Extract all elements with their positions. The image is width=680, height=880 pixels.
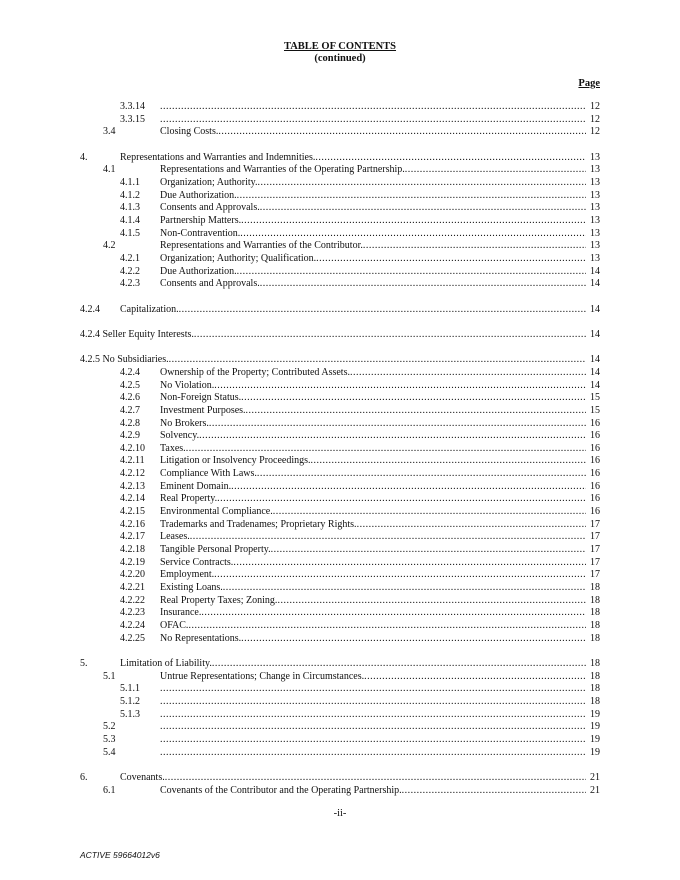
- toc-entry-title: 4.2.5 No Subsidiaries.: [80, 354, 169, 366]
- toc-entry-title-cell: [160, 367, 586, 379]
- toc-entry: [0, 278, 680, 290]
- toc-entry: [0, 620, 680, 632]
- toc-entry: [0, 481, 680, 493]
- toc-entry-title: Covenants of the Contributor and the Operating Partnership.: [160, 784, 402, 796]
- toc-entry-page: 12: [590, 126, 600, 138]
- toc-entry-title: Capitalization.: [120, 303, 179, 315]
- dot-leader: [231, 481, 586, 493]
- dot-leader: [188, 620, 586, 632]
- toc-entry-page: 15: [590, 392, 600, 404]
- dot-leader: [160, 709, 586, 721]
- toc-entry: [0, 633, 680, 645]
- toc-entry-title-cell: [160, 177, 586, 189]
- toc-entry-page: 14: [590, 303, 600, 315]
- toc-entry-number: 4.2.4: [80, 303, 100, 315]
- toc-entry-title: Partnership Matters.: [160, 214, 242, 226]
- toc-entry-title: Covenants.: [120, 771, 165, 783]
- toc-entry-title: Limitation of Liability.: [120, 658, 212, 670]
- toc-entry-number: 4.2.4: [120, 366, 140, 378]
- toc-entry-page: 19: [590, 708, 600, 720]
- dot-leader: [160, 683, 586, 695]
- toc-entry-number: 5.1: [103, 670, 116, 682]
- toc-entry: [0, 266, 680, 278]
- toc-entry: [0, 253, 680, 265]
- toc-entry: [0, 430, 680, 442]
- toc-entry-title-cell: [160, 114, 586, 126]
- toc-entry-title-cell: [160, 278, 586, 290]
- toc-entry-number: 4.1.3: [120, 202, 140, 214]
- toc-entry-page: 18: [590, 670, 600, 682]
- toc-entry-page: 16: [590, 468, 600, 480]
- toc-entry-page: 17: [590, 531, 600, 543]
- toc-entry: [0, 392, 680, 404]
- toc-entry: [0, 519, 680, 531]
- toc-entry-title: Service Contracts.: [160, 556, 234, 568]
- toc-entry-number: 4.2.11: [120, 455, 145, 467]
- toc-entry-number: 5.4: [103, 746, 116, 758]
- toc-entry: [0, 658, 680, 670]
- toc-entry-page: 18: [590, 696, 600, 708]
- toc-entry-page: 19: [590, 721, 600, 733]
- toc-entry-number: 4.2.18: [120, 544, 145, 556]
- toc-entry: [0, 544, 680, 556]
- toc-entry-number: 4.2.1: [120, 252, 140, 264]
- toc-entry-page: 14: [590, 265, 600, 277]
- toc-entry: [0, 164, 680, 176]
- toc-entry: [0, 468, 680, 480]
- toc-entry-page: 18: [590, 632, 600, 644]
- toc-entry-page: 16: [590, 480, 600, 492]
- dot-leader: [271, 544, 586, 556]
- toc-entry-title-cell: [160, 430, 586, 442]
- toc-entry-title-cell: [160, 443, 586, 455]
- toc-entry: [0, 177, 680, 189]
- toc-entry: [0, 114, 680, 126]
- dot-leader: [364, 671, 586, 683]
- toc-entry-number: 4.2.22: [120, 594, 145, 606]
- toc-entry-title-cell: [160, 493, 586, 505]
- dot-leader: [209, 418, 586, 430]
- toc-entry-page: 13: [590, 176, 600, 188]
- dot-leader: [241, 392, 586, 404]
- toc-entry-number: 4.2.15: [120, 506, 145, 518]
- document-id: ACTIVE 59664012v6: [80, 850, 160, 860]
- toc-entry-number: 4.2.20: [120, 569, 145, 581]
- toc-entry: [0, 215, 680, 227]
- dot-leader: [160, 721, 586, 733]
- dot-leader: [237, 190, 586, 202]
- toc-entry-title: Solvency.: [160, 430, 200, 442]
- dot-leader: [237, 266, 586, 278]
- toc-entry-title: Litigation or Insolvency Proceedings.: [160, 455, 311, 467]
- toc-entry-number: 4.2.24: [120, 620, 145, 632]
- dot-leader: [217, 493, 586, 505]
- toc-entry: [0, 696, 680, 708]
- toc-entry-page: 13: [590, 214, 600, 226]
- toc-entry-title: OFAC.: [160, 620, 189, 632]
- toc-entry-title-cell: [160, 557, 586, 569]
- toc-entry-title-cell: [160, 519, 586, 531]
- toc-entry-page: 17: [590, 544, 600, 556]
- toc-entry-title: Investment Purposes.: [160, 404, 246, 416]
- dot-leader: [311, 455, 586, 467]
- toc-title: TABLE OF CONTENTS: [283, 41, 397, 52]
- toc-entry-number: 4.2: [103, 240, 116, 252]
- toc-entry-title: Due Authorization.: [160, 189, 237, 201]
- toc-entry: [0, 582, 680, 594]
- toc-entry-number: 4.2.10: [120, 442, 145, 454]
- toc-entry-page: 19: [590, 746, 600, 758]
- toc-entry-title-cell: [120, 152, 586, 164]
- toc-subtitle: (continued): [314, 53, 366, 64]
- toc-entry: [0, 747, 680, 759]
- toc-entry-number: 3.3.14: [120, 101, 145, 112]
- toc-entry-title-cell: [160, 253, 586, 265]
- toc-entry-title-cell: [160, 506, 586, 518]
- toc-entry: [0, 367, 680, 379]
- toc-entry-title-cell: [160, 101, 586, 113]
- toc-entry-number: 4.1.2: [120, 189, 140, 201]
- toc-entry-title-cell: [160, 266, 586, 278]
- toc-entry: [0, 354, 680, 366]
- toc-entry: [0, 418, 680, 430]
- dot-leader: [316, 253, 586, 265]
- toc-entry-title-cell: [120, 772, 586, 784]
- toc-entry-page: 16: [590, 455, 600, 467]
- toc-entry-title-cell: [160, 569, 586, 581]
- toc-entry-title: 4.2.4 Seller Equity Interests.: [80, 328, 194, 340]
- dot-leader: [257, 468, 586, 480]
- toc-entry-title-cell: [160, 633, 586, 645]
- toc-entry-page: 16: [590, 506, 600, 518]
- dot-leader: [246, 405, 586, 417]
- toc-entry-title: Employment.: [160, 569, 215, 581]
- toc-entry: [0, 455, 680, 467]
- toc-entry-title-cell: [80, 329, 586, 341]
- toc-entry-title: Non-Foreign Status.: [160, 392, 242, 404]
- toc-entry-title-cell: [160, 683, 586, 695]
- dot-leader: [223, 582, 586, 594]
- toc-entry: [0, 557, 680, 569]
- toc-entry-page: 13: [590, 240, 600, 252]
- toc-entry-title-cell: [80, 354, 586, 366]
- toc-entry: [0, 721, 680, 733]
- toc-entry-number: 5.2: [103, 721, 116, 733]
- dot-leader: [186, 443, 586, 455]
- toc-entry-title: Due Authorization.: [160, 265, 237, 277]
- toc-entry: [0, 734, 680, 746]
- dot-leader: [233, 557, 586, 569]
- dot-leader: [214, 569, 586, 581]
- toc-entry-title: Real Property.: [160, 493, 218, 505]
- toc-entry: [0, 569, 680, 581]
- toc-entry: [0, 443, 680, 455]
- toc-entry-number: 5.1.1: [120, 683, 140, 695]
- toc-entry-page: 18: [590, 607, 600, 619]
- dot-leader: [350, 367, 586, 379]
- toc-entry-number: 4.2.8: [120, 417, 140, 429]
- toc-entry-page: 14: [590, 328, 600, 340]
- toc-entry-number: 4.2.25: [120, 632, 145, 644]
- toc-entry-page: 18: [590, 594, 600, 606]
- dot-leader: [315, 152, 586, 164]
- toc-entry-title-cell: [160, 190, 586, 202]
- toc-entry-title-cell: [160, 544, 586, 556]
- toc-entry-page: 19: [590, 734, 600, 745]
- toc-entry-title-cell: [160, 164, 586, 176]
- toc-entry: [0, 607, 680, 619]
- toc-entry-page: 18: [590, 658, 600, 670]
- toc-entry-number: 4.2.19: [120, 556, 145, 568]
- toc-entry: [0, 228, 680, 240]
- toc-entry: [0, 126, 680, 138]
- dot-leader: [277, 595, 586, 607]
- toc-entry-title: Organization; Authority.: [160, 176, 258, 188]
- dot-leader: [179, 304, 586, 316]
- dot-leader: [160, 101, 586, 113]
- toc-entry-title: Non-Contravention.: [160, 227, 241, 239]
- dot-leader: [199, 430, 586, 442]
- toc-entry-page: 18: [590, 620, 600, 632]
- toc-entry-title-cell: [160, 582, 586, 594]
- toc-entry-title-cell: [160, 481, 586, 493]
- dot-leader: [165, 772, 586, 784]
- dot-leader: [160, 114, 586, 126]
- dot-leader: [402, 785, 586, 797]
- toc-entry-number: 4.1.1: [120, 176, 140, 188]
- toc-entry: [0, 785, 680, 797]
- toc-entry-title: Leases.: [160, 531, 190, 543]
- toc-entry-page: 16: [590, 417, 600, 429]
- toc-entry-page: 16: [590, 493, 600, 505]
- toc-entry-number: 4.2.12: [120, 468, 145, 480]
- toc-entry-page: 13: [590, 151, 600, 163]
- dot-leader: [273, 506, 586, 518]
- toc-entry: [0, 380, 680, 392]
- toc-entry-title-cell: [160, 531, 586, 543]
- toc-entry-title: Real Property Taxes; Zoning.: [160, 594, 278, 606]
- toc-entry: [0, 772, 680, 784]
- toc-entry-title-cell: [160, 607, 586, 619]
- toc-entry-title: Organization; Authority; Qualification.: [160, 252, 317, 264]
- toc-entry-page: 14: [590, 278, 600, 290]
- toc-entry-title-cell: [160, 696, 586, 708]
- dot-leader: [190, 531, 586, 543]
- toc-entry-title-cell: [160, 418, 586, 430]
- page-column-header: Page: [578, 78, 600, 89]
- toc-entry-title-cell: [160, 240, 586, 252]
- toc-entry-title: Tangible Personal Property.: [160, 544, 271, 556]
- dot-leader: [194, 329, 586, 341]
- dot-leader: [258, 177, 587, 189]
- toc-entry-title-cell: [160, 468, 586, 480]
- toc-entry-number: 6.: [80, 771, 88, 783]
- toc-entry-page: 16: [590, 430, 600, 442]
- toc-entry-title: No Brokers.: [160, 417, 209, 429]
- toc-entry-title: Eminent Domain.: [160, 480, 232, 492]
- toc-entry-page: 21: [590, 771, 600, 783]
- toc-entry-title: Representations and Warranties of the Contributor.: [160, 240, 363, 252]
- toc-entry-number: 4.2.3: [120, 278, 140, 290]
- toc-entry-title-cell: [160, 126, 586, 138]
- toc-entry-number: 4.2.2: [120, 265, 140, 277]
- toc-entry-number: 4.2.6: [120, 392, 140, 404]
- toc-entry-number: 4.2.9: [120, 430, 140, 442]
- toc-entry-title: Untrue Representations; Change in Circumstances.: [160, 670, 365, 682]
- toc-entry-title-cell: [160, 785, 586, 797]
- toc-entry-number: 5.1.2: [120, 696, 140, 708]
- dot-leader: [357, 519, 586, 531]
- toc-entry-page: 21: [590, 784, 600, 796]
- toc-entry-number: 4.2.14: [120, 493, 145, 505]
- toc-entry-number: 6.1: [103, 784, 116, 796]
- toc-entry-title: Existing Loans.: [160, 582, 223, 594]
- toc-entry-title-cell: [160, 405, 586, 417]
- dot-leader: [260, 202, 586, 214]
- toc-entry-page: 18: [590, 683, 600, 695]
- toc-entry-title-cell: [160, 671, 586, 683]
- dot-leader: [214, 380, 586, 392]
- toc-entry-title-cell: [160, 620, 586, 632]
- toc-entry-page: 13: [590, 227, 600, 239]
- toc-entry-page: 14: [590, 354, 600, 366]
- toc-entry-page: 18: [590, 582, 600, 594]
- toc-entry-page: 14: [590, 379, 600, 391]
- toc-entry-title: Representations and Warranties of the Operating Partnership.: [160, 164, 405, 176]
- dot-leader: [201, 607, 586, 619]
- dot-leader: [241, 633, 586, 645]
- toc-entry-page: 15: [590, 404, 600, 416]
- toc-entry-title-cell: [120, 658, 586, 670]
- dot-leader: [260, 278, 586, 290]
- toc-entry-number: 5.1.3: [120, 708, 140, 720]
- toc-entry-number: 4.2.13: [120, 480, 145, 492]
- toc-entry: [0, 405, 680, 417]
- toc-entry: [0, 493, 680, 505]
- toc-entry-page: 13: [590, 164, 600, 176]
- toc-entry-title: Representations and Warranties and Indemnities.: [120, 151, 316, 163]
- toc-entry-page: 12: [590, 113, 600, 125]
- dot-leader: [218, 126, 586, 138]
- toc-entry-title: Closing Costs.: [160, 126, 219, 138]
- toc-entry-title: No Representations.: [160, 632, 242, 644]
- toc-entry-number: 3.4: [103, 126, 116, 138]
- toc-entry-title-cell: [160, 595, 586, 607]
- toc-entry: [0, 202, 680, 214]
- toc-entry: [0, 595, 680, 607]
- toc-entry-page: 17: [590, 518, 600, 530]
- toc-entry-title: Insurance.: [160, 607, 202, 619]
- toc-entry-title-cell: [120, 304, 586, 316]
- toc-entry-title-cell: [160, 228, 586, 240]
- toc-entry-number: 3.3.15: [120, 113, 145, 125]
- toc-entry-number: 5.: [80, 658, 88, 670]
- toc-entry-title: Taxes.: [160, 442, 186, 454]
- toc-entry-number: 4.1.4: [120, 214, 140, 226]
- toc-entry: [0, 152, 680, 164]
- toc-entry-title: Environmental Compliance.: [160, 506, 273, 518]
- toc-entry-title-cell: [160, 709, 586, 721]
- dot-leader: [160, 734, 586, 746]
- toc-entry-page: 13: [590, 189, 600, 201]
- toc-entry-title-cell: [160, 215, 586, 227]
- toc-entry-title-cell: [160, 455, 586, 467]
- dot-leader: [241, 215, 586, 227]
- toc-entry-number: 4.1.5: [120, 227, 140, 239]
- toc-entry-title: Trademarks and Tradenames; Proprietary Rights.: [160, 518, 357, 530]
- toc-entry-number: 4.2.7: [120, 404, 140, 416]
- toc-entry-number: 4.2.23: [120, 607, 145, 619]
- toc-entry-page: 17: [590, 556, 600, 568]
- toc-entry: [0, 101, 680, 113]
- toc-entry-title: No Violation.: [160, 379, 215, 391]
- dot-leader: [212, 658, 586, 670]
- toc-entry-page: 13: [590, 252, 600, 264]
- dot-leader: [363, 240, 586, 252]
- toc-entry-number: 4.2.5: [120, 379, 140, 391]
- toc-entry-title-cell: [160, 734, 586, 746]
- toc-entry-page: 12: [590, 101, 600, 112]
- toc-entry-title-cell: [160, 380, 586, 392]
- toc-entry-number: 5.3: [103, 734, 116, 745]
- toc-entry: [0, 709, 680, 721]
- toc-entry-title: Consents and Approvals.: [160, 278, 260, 290]
- toc-entry-title-cell: [160, 747, 586, 759]
- toc-entry-number: 4.: [80, 151, 88, 163]
- toc-entry-title-cell: [160, 202, 586, 214]
- toc-entry: [0, 683, 680, 695]
- toc-entry-number: 4.1: [103, 164, 116, 176]
- toc-entry-number: 4.2.17: [120, 531, 145, 543]
- toc-entry-title-cell: [160, 721, 586, 733]
- toc-entry: [0, 506, 680, 518]
- toc-entry-page: 14: [590, 366, 600, 378]
- toc-entry: [0, 190, 680, 202]
- toc-entry: [0, 329, 680, 341]
- toc-entry-page: 16: [590, 442, 600, 454]
- dot-leader: [405, 164, 586, 176]
- toc-entry-page: 13: [590, 202, 600, 214]
- dot-leader: [240, 228, 586, 240]
- toc-entry-title-cell: [160, 392, 586, 404]
- dot-leader: [160, 747, 586, 759]
- dot-leader: [160, 696, 586, 708]
- dot-leader: [169, 354, 586, 366]
- toc-entry-number: 4.2.16: [120, 518, 145, 530]
- toc-entry-title: Ownership of the Property; Contributed Assets.: [160, 366, 350, 378]
- toc-entry: [0, 671, 680, 683]
- toc-entry-page: 17: [590, 569, 600, 581]
- toc-entry-title: Consents and Approvals.: [160, 202, 260, 214]
- toc-entry-number: 4.2.21: [120, 582, 145, 594]
- page-number: -ii-: [333, 808, 347, 819]
- toc-entry: [0, 531, 680, 543]
- toc-entry: [0, 304, 680, 316]
- toc-entry: [0, 240, 680, 252]
- toc-entry-title: Compliance With Laws.: [160, 468, 257, 480]
